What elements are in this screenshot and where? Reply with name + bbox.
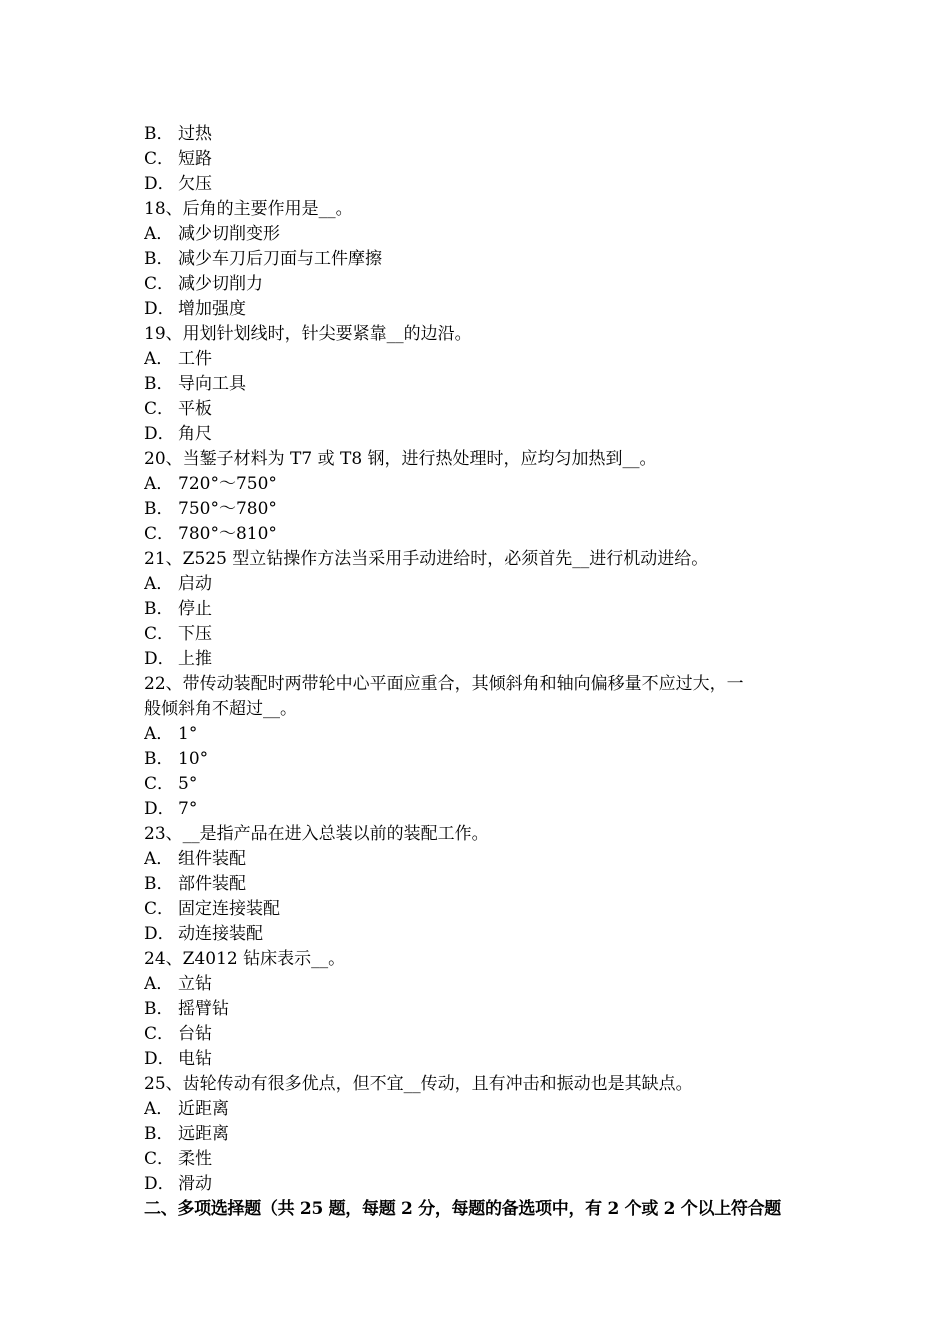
option-text: 远距离 — [178, 1124, 229, 1144]
option-letter: C． — [144, 149, 175, 169]
answer-option — [144, 1097, 808, 1122]
option-letter: B． — [144, 249, 174, 269]
option-letter: C． — [144, 399, 175, 419]
option-letter: D． — [144, 1174, 175, 1194]
answer-option — [144, 1047, 808, 1072]
option-letter: C． — [144, 524, 175, 544]
option-letter: D． — [144, 924, 175, 944]
option-letter: C． — [144, 274, 175, 294]
option-text: 7° — [178, 799, 198, 819]
option-text: 750°～780° — [178, 499, 277, 519]
answer-option — [144, 122, 808, 147]
option-text: 下压 — [178, 624, 212, 644]
exam-content — [144, 122, 808, 1222]
option-letter: A． — [144, 474, 174, 494]
answer-option — [144, 997, 808, 1022]
option-letter: A． — [144, 574, 174, 594]
option-letter: B． — [144, 749, 174, 769]
option-letter: D． — [144, 649, 175, 669]
answer-option — [144, 172, 808, 197]
option-letter: C． — [144, 899, 175, 919]
option-text: 立钻 — [178, 974, 212, 994]
option-letter: A． — [144, 224, 174, 244]
option-text: 导向工具 — [178, 374, 246, 394]
option-text: 电钻 — [178, 1049, 212, 1069]
option-text: 组件装配 — [178, 849, 246, 869]
option-letter: A． — [144, 724, 174, 744]
answer-option — [144, 1022, 808, 1047]
answer-option — [144, 472, 808, 497]
question-text: 般倾斜角不超过__。 — [144, 699, 297, 719]
option-text: 1° — [178, 724, 198, 744]
option-text: 减少车刀后刀面与工件摩擦 — [178, 249, 382, 269]
option-text: 720°～750° — [178, 474, 277, 494]
answer-option — [144, 1172, 808, 1197]
option-letter: A． — [144, 849, 174, 869]
answer-option — [144, 597, 808, 622]
answer-option — [144, 722, 808, 747]
option-letter: D． — [144, 424, 175, 444]
option-letter: B． — [144, 999, 174, 1019]
option-text: 滑动 — [178, 1174, 212, 1194]
option-text: 近距离 — [178, 1099, 229, 1119]
option-letter: B． — [144, 124, 174, 144]
answer-option — [144, 147, 808, 172]
question-text: 24、Z4012 钻床表示__。 — [144, 949, 346, 969]
answer-option — [144, 847, 808, 872]
answer-option — [144, 247, 808, 272]
answer-option — [144, 772, 808, 797]
option-text: 5° — [178, 774, 198, 794]
answer-option — [144, 872, 808, 897]
option-letter: B． — [144, 874, 174, 894]
option-text: 停止 — [178, 599, 212, 619]
option-letter: A． — [144, 974, 174, 994]
question-text: 21、Z525 型立钻操作方法当采用手动进给时，必须首先__进行机动进给。 — [144, 549, 709, 569]
answer-option — [144, 422, 808, 447]
answer-option — [144, 222, 808, 247]
option-text: 动连接装配 — [178, 924, 263, 944]
answer-option — [144, 897, 808, 922]
option-letter: D． — [144, 174, 175, 194]
question-text: 20、当錾子材料为 T7 或 T8 钢，进行热处理时，应均匀加热到__。 — [144, 449, 657, 469]
option-text: 台钻 — [178, 1024, 212, 1044]
answer-option — [144, 797, 808, 822]
option-letter: B． — [144, 1124, 174, 1144]
option-text: 角尺 — [178, 424, 212, 444]
option-text: 平板 — [178, 399, 212, 419]
option-letter: C． — [144, 1149, 175, 1169]
question-text: 19、用划针划线时，针尖要紧靠__的边沿。 — [144, 324, 472, 344]
answer-option — [144, 297, 808, 322]
option-text: 减少切削力 — [178, 274, 263, 294]
answer-option — [144, 347, 808, 372]
option-text: 上推 — [178, 649, 212, 669]
option-text: 增加强度 — [178, 299, 246, 319]
option-text: 部件装配 — [178, 874, 246, 894]
answer-option — [144, 922, 808, 947]
option-letter: D． — [144, 1049, 175, 1069]
option-letter: B． — [144, 374, 174, 394]
option-text: 摇臂钻 — [178, 999, 229, 1019]
option-text: 柔性 — [178, 1149, 212, 1169]
option-text: 过热 — [178, 124, 212, 144]
question-text: 25、齿轮传动有很多优点，但不宜__传动，且有冲击和振动也是其缺点。 — [144, 1074, 693, 1094]
answer-option — [144, 972, 808, 997]
option-text: 短路 — [178, 149, 212, 169]
section-heading: 二、多项选择题（共 25 题，每题 2 分，每题的备选项中，有 2 个或 2 个以上符合题 — [144, 1199, 781, 1219]
option-text: 工件 — [178, 349, 212, 369]
option-text: 欠压 — [178, 174, 212, 194]
option-text: 10° — [178, 749, 209, 769]
option-letter: D． — [144, 299, 175, 319]
answer-option — [144, 747, 808, 772]
option-letter: D． — [144, 799, 175, 819]
answer-option — [144, 497, 808, 522]
answer-option — [144, 572, 808, 597]
option-letter: C． — [144, 774, 175, 794]
option-text: 减少切削变形 — [178, 224, 280, 244]
option-letter: C． — [144, 624, 175, 644]
option-text: 780°～810° — [178, 524, 277, 544]
answer-option — [144, 397, 808, 422]
question-text: 18、后角的主要作用是__。 — [144, 199, 353, 219]
answer-option — [144, 522, 808, 547]
option-letter: A． — [144, 1099, 174, 1119]
option-letter: B． — [144, 499, 174, 519]
option-text: 固定连接装配 — [178, 899, 280, 919]
answer-option — [144, 1147, 808, 1172]
option-letter: C． — [144, 1024, 175, 1044]
answer-option — [144, 647, 808, 672]
answer-option — [144, 622, 808, 647]
question-text: 23、__是指产品在进入总装以前的装配工作。 — [144, 824, 489, 844]
answer-option — [144, 272, 808, 297]
option-text: 启动 — [178, 574, 212, 594]
option-letter: B． — [144, 599, 174, 619]
answer-option — [144, 1122, 808, 1147]
option-letter: A． — [144, 349, 174, 369]
answer-option — [144, 372, 808, 397]
question-text: 22、带传动装配时两带轮中心平面应重合，其倾斜角和轴向偏移量不应过大，一 — [144, 674, 744, 694]
